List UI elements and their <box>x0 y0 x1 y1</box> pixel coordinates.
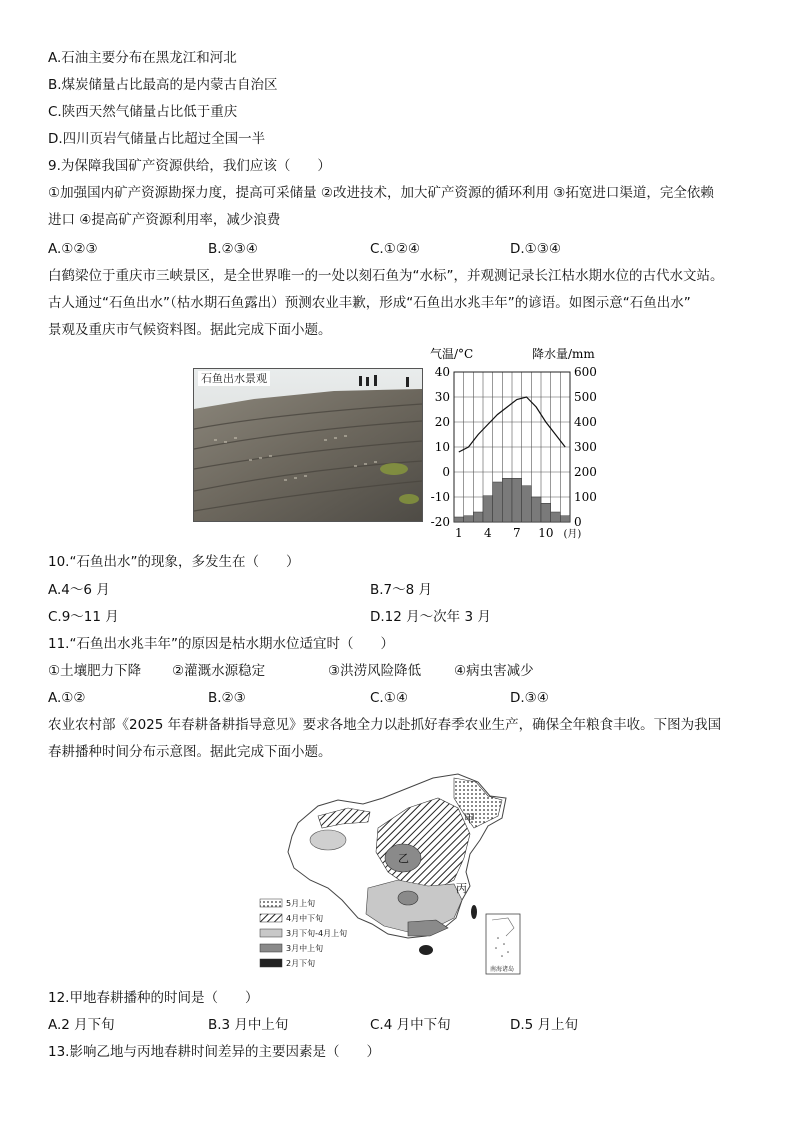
map-legend <box>260 898 347 968</box>
month-tick-label: 10 <box>538 526 554 540</box>
q12-option-c: C.4 月中下旬 <box>370 1017 451 1033</box>
chongqing-climate-chart <box>424 344 610 544</box>
precipitation-bar <box>483 496 493 522</box>
q9-option-c: C.①②④ <box>370 241 421 257</box>
q11-option-b: B.②③ <box>208 690 246 706</box>
legend-label-3: 3月下旬-4月上旬 <box>286 929 348 938</box>
passage1-line1: 白鹤梁位于重庆市三峡景区，是全世界唯一的一处以刻石鱼为“水标”，并观测记录长江枯水期水位的古代水文站。 <box>48 268 724 284</box>
q11-statement-2: ②灌溉水源稳定 <box>172 663 266 679</box>
q10-option-a: A.4～6 月 <box>48 582 110 598</box>
precipitation-bar <box>473 512 483 522</box>
month-tick-label: 4 <box>484 526 492 540</box>
map-label-jia: 甲 <box>464 812 475 825</box>
temperature-axis-label: 气温/°C <box>430 347 474 361</box>
q12-option-a: A.2 月下旬 <box>48 1017 115 1033</box>
precipitation-bar <box>512 478 522 522</box>
precipitation-tick-label: 200 <box>574 465 597 479</box>
temperature-tick-label: 30 <box>434 390 450 404</box>
precipitation-bars <box>454 478 570 522</box>
precipitation-bar <box>541 503 551 522</box>
precipitation-bar <box>522 486 532 522</box>
q8-option-b: B.煤炭储量占比最高的是内蒙古自治区 <box>48 77 278 93</box>
temperature-tick-label: 40 <box>434 365 450 379</box>
q8-option-a: A.石油主要分布在黑龙江和河北 <box>48 50 237 66</box>
q8-option-d: D.四川页岩气储量占比超过全国一半 <box>48 131 266 147</box>
precipitation-tick-label: 100 <box>574 490 597 504</box>
temperature-tick-label: 20 <box>434 415 450 429</box>
inset-label: 南海诸岛 <box>490 966 515 973</box>
q9-option-a: A.①②③ <box>48 241 98 257</box>
passage2-line2: 春耕播种时间分布示意图。据此完成下面小题。 <box>48 744 332 760</box>
q11-option-a: A.①② <box>48 690 86 706</box>
q10-option-d: D.12 月～次年 3 月 <box>370 609 491 625</box>
q10-option-b: B.7～8 月 <box>370 582 433 598</box>
legend-label-5: 2月下旬 <box>286 959 316 968</box>
precipitation-tick-label: 600 <box>574 365 597 379</box>
q13-stem: 13.影响乙地与丙地春耕时间差异的主要因素是（ ） <box>48 1044 380 1060</box>
q12-option-d: D.5 月上旬 <box>510 1017 579 1033</box>
spring-sowing-map <box>258 768 522 980</box>
q11-statement-1: ①土壤肥力下降 <box>48 663 142 679</box>
stone-fish-photo <box>193 368 423 522</box>
precipitation-tick-label: 400 <box>574 415 597 429</box>
precipitation-tick-label: 0 <box>574 515 582 529</box>
legend-label-2: 4月中下旬 <box>286 914 324 923</box>
q11-option-c: C.①④ <box>370 690 408 706</box>
q11-stem: 11.“石鱼出水兆丰年”的原因是枯水期水位适宜时（ ） <box>48 636 394 652</box>
precipitation-tick-label: 300 <box>574 440 597 454</box>
q9-statements-line2: 进口 ④提高矿产资源利用率，减少浪费 <box>48 212 281 228</box>
temperature-tick-label: 10 <box>434 440 450 454</box>
precipitation-bar <box>502 478 512 522</box>
passage1-line2: 古人通过“石鱼出水”（枯水期石鱼露出）预测农业丰歉，形成“石鱼出水兆丰年”的谚语。如图示意“石鱼出水” <box>48 295 691 311</box>
temperature-tick-label: -20 <box>430 515 450 529</box>
china-sowing-map-figure <box>258 768 522 980</box>
south-china-sea-inset <box>486 914 520 974</box>
map-label-bing: 丙 <box>456 882 467 895</box>
month-unit-label: (月) <box>563 529 582 540</box>
q12-option-b: B.3 月中上旬 <box>208 1017 289 1033</box>
legend-label-4: 3月中上旬 <box>286 944 324 953</box>
legend-label-1: 5月上旬 <box>286 899 316 908</box>
q11-statement-3: ③洪涝风险降低 <box>328 663 422 679</box>
precipitation-bar <box>454 517 464 522</box>
precipitation-bar <box>560 516 570 522</box>
precipitation-bar <box>531 497 541 522</box>
map-label-yi: 乙 <box>398 852 409 865</box>
q9-statements-line1: ①加强国内矿产资源勘探力度，提高可采储量 ②改进技术，加大矿产资源的循环利用 ③拓宽进口渠道，完全依赖 <box>48 185 714 201</box>
q11-statement-4: ④病虫害减少 <box>454 663 534 679</box>
q10-option-c: C.9～11 月 <box>48 609 119 625</box>
precipitation-tick-label: 500 <box>574 390 597 404</box>
month-tick-label: 1 <box>455 526 463 540</box>
q8-option-c: C.陕西天然气储量占比低于重庆 <box>48 104 238 120</box>
precipitation-bar <box>493 482 503 522</box>
q9-option-d: D.①③④ <box>510 241 561 257</box>
precipitation-bar <box>464 516 474 522</box>
q10-stem: 10.“石鱼出水”的现象，多发生在（ ） <box>48 554 300 570</box>
passage1-line3: 景观及重庆市气候资料图。据此完成下面小题。 <box>48 322 332 338</box>
passage2-line1: 农业农村部《2025 年春耕备耕指导意见》要求各地全力以赴抓好春季农业生产，确保全年粮食丰收。下图为我国 <box>48 717 722 733</box>
stone-fish-rock-image <box>194 369 422 521</box>
precipitation-bar <box>551 512 561 522</box>
temperature-tick-label: 0 <box>442 465 450 479</box>
temperature-tick-label: -10 <box>430 490 450 504</box>
photo-caption: 石鱼出水景观 <box>198 371 270 386</box>
q9-stem: 9.为保障我国矿产资源供给，我们应该（ ） <box>48 158 331 174</box>
q11-option-d: D.③④ <box>510 690 549 706</box>
month-tick-label: 7 <box>513 526 521 540</box>
q9-option-b: B.②③④ <box>208 241 258 257</box>
q12-stem: 12.甲地春耕播种的时间是（ ） <box>48 990 259 1006</box>
precipitation-axis-label: 降水量/mm <box>532 347 595 361</box>
